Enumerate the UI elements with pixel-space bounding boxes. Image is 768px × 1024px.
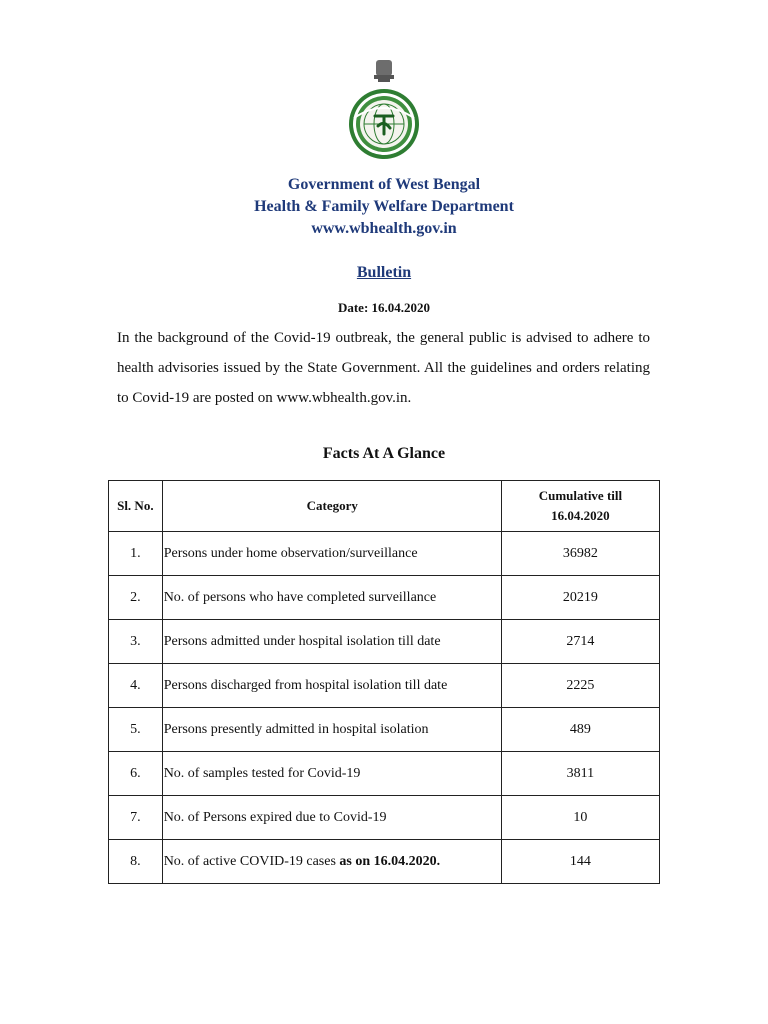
table-row (109, 752, 660, 796)
row-sl: 4. (109, 664, 163, 708)
row-sl: 8. (109, 840, 163, 884)
department-header (0, 174, 768, 240)
table-row (109, 532, 660, 576)
row-value: 489 (501, 708, 659, 752)
facts-title: Facts At A Glance (322, 445, 446, 462)
row-sl: 1. (109, 532, 163, 576)
row-category: Persons admitted under hospital isolation till date (162, 620, 501, 664)
row-sl: 5. (109, 708, 163, 752)
row-value: 3811 (501, 752, 659, 796)
table-row (109, 576, 660, 620)
row-sl: 6. (109, 752, 163, 796)
website-link[interactable]: www.wbhealth.gov.in (311, 220, 457, 237)
emblem-icon (348, 58, 420, 162)
row-value: 20219 (501, 576, 659, 620)
header-cumulative-line2: 16.04.2020 (551, 508, 610, 523)
row-category: No. of Persons expired due to Covid-19 (162, 796, 501, 840)
row-sl: 3. (109, 620, 163, 664)
row-sl: 7. (109, 796, 163, 840)
row-category (162, 840, 501, 884)
row-category: Persons discharged from hospital isolation till date (162, 664, 501, 708)
header-cumulative-line1: Cumulative till (538, 488, 623, 503)
row-sl: 2. (109, 576, 163, 620)
department-title: Health & Family Welfare Department (254, 198, 514, 215)
table-row (109, 840, 660, 884)
row-category-text: No. of active COVID-19 cases (163, 853, 340, 869)
government-title: Government of West Bengal (287, 176, 481, 193)
bulletin-date: Date: 16.04.2020 (337, 300, 431, 315)
row-value: 10 (501, 796, 659, 840)
facts-table (108, 480, 660, 884)
table-row (109, 708, 660, 752)
row-category-bold: as on 16.04.2020. (339, 853, 441, 869)
row-value: 2714 (501, 620, 659, 664)
table-row (109, 664, 660, 708)
table-header-row (109, 481, 660, 532)
table-row (109, 796, 660, 840)
header-cumulative (501, 481, 659, 532)
row-value: 36982 (501, 532, 659, 576)
row-value: 144 (501, 840, 659, 884)
row-category: No. of persons who have completed surveillance (162, 576, 501, 620)
bulletin-title: Bulletin (356, 264, 412, 281)
row-category: No. of samples tested for Covid-19 (162, 752, 501, 796)
header-sl-no: Sl. No. (109, 481, 163, 532)
row-category: Persons under home observation/surveillance (162, 532, 501, 576)
table-row (109, 620, 660, 664)
header-category: Category (162, 481, 501, 532)
row-category: Persons presently admitted in hospital isolation (162, 708, 501, 752)
west-bengal-emblem (348, 58, 420, 162)
row-value: 2225 (501, 664, 659, 708)
intro-paragraph: In the background of the Covid-19 outbreak, the general public is advised to adhere to health advisories issued by the State Government. All the guidelines and orders relating to Covid-19 are posted on www.wbhealth.gov.in. (117, 330, 650, 406)
